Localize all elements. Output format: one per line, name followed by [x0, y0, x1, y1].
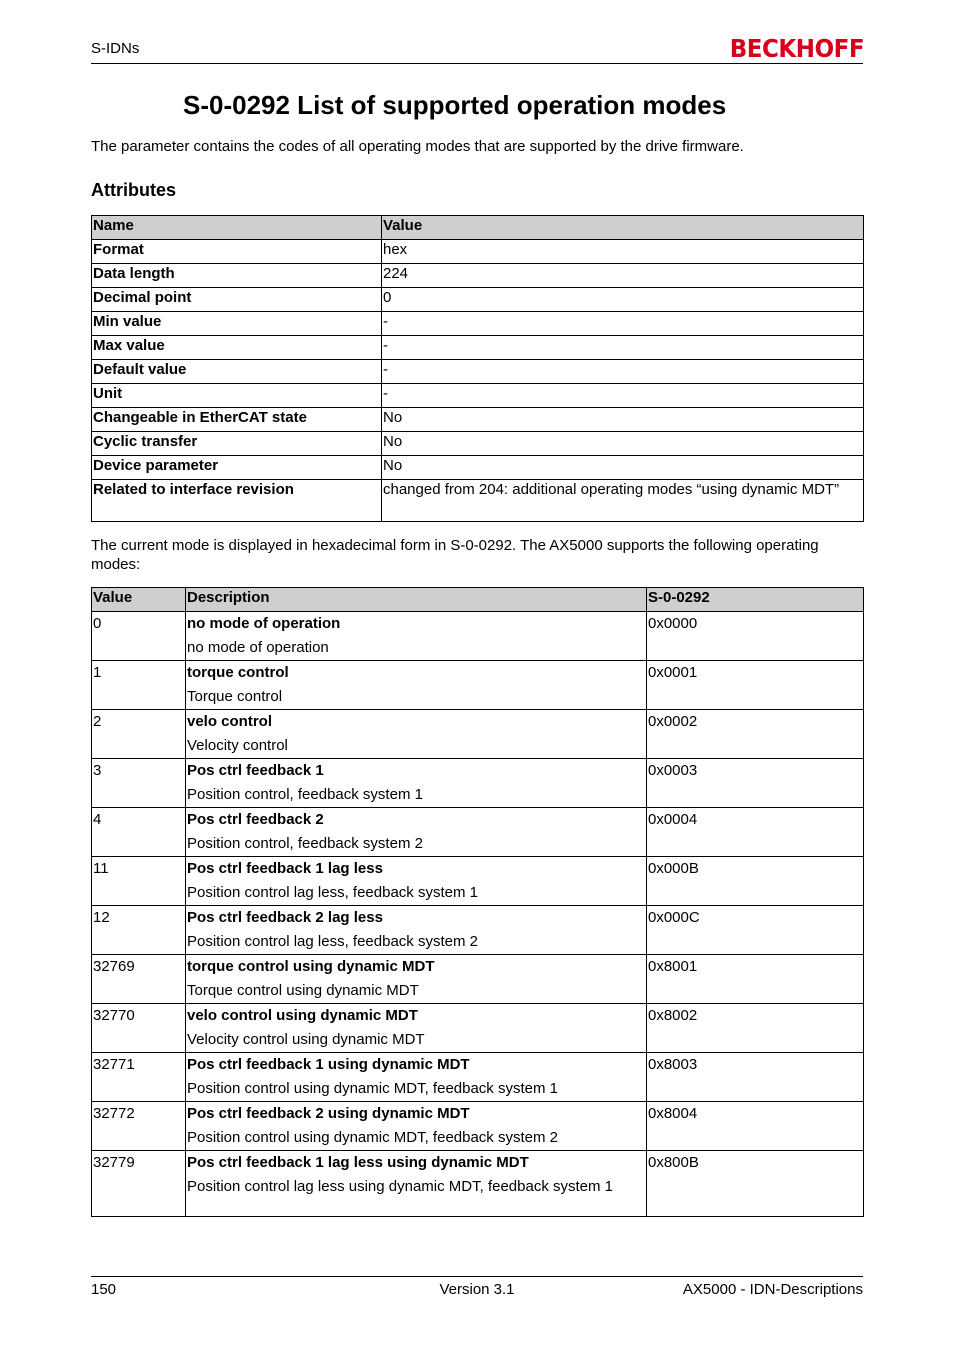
- attribute-row: [92, 432, 864, 456]
- mode-title: torque control using dynamic MDT: [187, 958, 435, 975]
- mode-value: 32769: [92, 955, 186, 1004]
- mode-code: 0x8001: [647, 955, 864, 1004]
- attributes-heading: Attributes: [91, 180, 176, 200]
- mode-title: velo control: [187, 713, 273, 730]
- attribute-name: Data length: [92, 264, 382, 288]
- attribute-name: Related to interface revision: [92, 480, 382, 522]
- mode-detail: Position control lag less, feedback system 2: [187, 933, 478, 950]
- attribute-value: changed from 204: additional operating modes “using dynamic MDT”: [382, 480, 864, 522]
- attribute-row: [92, 384, 864, 408]
- mode-code: 0x0003: [647, 759, 864, 808]
- mode-title: Pos ctrl feedback 2 lag less: [187, 909, 383, 926]
- mode-value: 32770: [92, 1004, 186, 1053]
- mode-description: [186, 1151, 647, 1217]
- mode-code: 0x8004: [647, 1102, 864, 1151]
- mode-row: [92, 661, 864, 710]
- mode-description: [186, 808, 647, 857]
- mode-detail: Velocity control: [187, 737, 288, 754]
- mode-title: torque control: [187, 664, 289, 681]
- mode-row: [92, 1151, 864, 1217]
- mode-detail: Position control lag less, feedback system 1: [187, 884, 478, 901]
- mode-description: [186, 759, 647, 808]
- mode-value: 4: [92, 808, 186, 857]
- attribute-name: Device parameter: [92, 456, 382, 480]
- footer-document-title: AX5000 - IDN-Descriptions: [682, 1281, 863, 1298]
- mode-title: Pos ctrl feedback 1: [187, 762, 324, 779]
- mode-description: [186, 612, 647, 661]
- mode-row: [92, 710, 864, 759]
- attribute-row: [92, 408, 864, 432]
- mode-description: [186, 710, 647, 759]
- mode-row: [92, 1053, 864, 1102]
- attribute-value: hex: [382, 240, 864, 264]
- beckhoff-logo: BECKHOFF: [729, 34, 864, 63]
- mode-value: 1: [92, 661, 186, 710]
- attribute-name: Unit: [92, 384, 382, 408]
- header-section-label: S-IDNs: [91, 40, 140, 57]
- mode-detail: Torque control using dynamic MDT: [187, 982, 419, 999]
- attribute-name: Default value: [92, 360, 382, 384]
- attribute-name: Min value: [92, 312, 382, 336]
- mode-value: 32779: [92, 1151, 186, 1217]
- attribute-row: [92, 264, 864, 288]
- footer-page-number: 150: [91, 1281, 117, 1298]
- attribute-name: Format: [92, 240, 382, 264]
- header-divider: [91, 63, 863, 64]
- column-header-value: Value: [92, 588, 186, 612]
- attribute-value: No: [382, 432, 864, 456]
- modes-intro-paragraph: The current mode is displayed in hexadecimal form in S-0-0292. The AX5000 supports the following operating modes:: [91, 537, 819, 573]
- attribute-value: -: [382, 336, 864, 360]
- footer-version: Version 3.1: [439, 1281, 515, 1298]
- column-header-description: Description: [186, 588, 647, 612]
- attribute-value: No: [382, 408, 864, 432]
- attribute-row: [92, 480, 864, 522]
- mode-row: [92, 1004, 864, 1053]
- mode-code: 0x0002: [647, 710, 864, 759]
- mode-detail: Position control, feedback system 2: [187, 835, 423, 852]
- mode-code: 0x0001: [647, 661, 864, 710]
- mode-title: Pos ctrl feedback 2: [187, 811, 324, 828]
- attribute-name: Changeable in EtherCAT state: [92, 408, 382, 432]
- attribute-row: [92, 456, 864, 480]
- attribute-value: No: [382, 456, 864, 480]
- mode-value: 3: [92, 759, 186, 808]
- mode-code: 0x000B: [647, 857, 864, 906]
- mode-detail: Position control lag less using dynamic MDT, feedback system 1: [187, 1178, 614, 1195]
- mode-code: 0x8003: [647, 1053, 864, 1102]
- mode-title: Pos ctrl feedback 1 lag less: [187, 860, 383, 877]
- mode-detail: Position control, feedback system 1: [187, 786, 423, 803]
- intro-paragraph: The parameter contains the codes of all operating modes that are supported by the drive firmware.: [91, 138, 744, 155]
- attribute-row: [92, 288, 864, 312]
- mode-row: [92, 1102, 864, 1151]
- footer-divider: [91, 1276, 863, 1277]
- column-header-value: Value: [382, 216, 864, 240]
- mode-detail: Position control using dynamic MDT, feedback system 1: [187, 1080, 558, 1097]
- mode-title: Pos ctrl feedback 1 using dynamic MDT: [187, 1056, 470, 1073]
- mode-description: [186, 661, 647, 710]
- attribute-name: Cyclic transfer: [92, 432, 382, 456]
- mode-code: 0x000C: [647, 906, 864, 955]
- mode-description: [186, 1053, 647, 1102]
- attributes-header-row: [92, 216, 864, 240]
- mode-title: no mode of operation: [187, 615, 341, 632]
- mode-value: 2: [92, 710, 186, 759]
- mode-code: 0x8002: [647, 1004, 864, 1053]
- mode-value: 32771: [92, 1053, 186, 1102]
- attribute-row: [92, 360, 864, 384]
- attribute-value: -: [382, 360, 864, 384]
- attribute-row: [92, 240, 864, 264]
- mode-description: [186, 857, 647, 906]
- mode-row: [92, 612, 864, 661]
- attribute-row: [92, 336, 864, 360]
- attributes-table: [91, 215, 864, 522]
- attribute-name: Decimal point: [92, 288, 382, 312]
- mode-description: [186, 906, 647, 955]
- mode-row: [92, 759, 864, 808]
- attribute-value: 224: [382, 264, 864, 288]
- mode-row: [92, 808, 864, 857]
- mode-value: 11: [92, 857, 186, 906]
- attribute-name: Max value: [92, 336, 382, 360]
- mode-title: velo control using dynamic MDT: [187, 1007, 418, 1024]
- mode-row: [92, 955, 864, 1004]
- mode-detail: Velocity control using dynamic MDT: [187, 1031, 425, 1048]
- mode-title: Pos ctrl feedback 1 lag less using dynamic MDT: [187, 1154, 529, 1171]
- mode-detail: Torque control: [187, 688, 283, 705]
- page-title: S-0-0292 List of supported operation modes: [183, 90, 727, 120]
- column-header-name: Name: [92, 216, 382, 240]
- mode-value: 32772: [92, 1102, 186, 1151]
- mode-title: Pos ctrl feedback 2 using dynamic MDT: [187, 1105, 470, 1122]
- mode-code: 0x800B: [647, 1151, 864, 1217]
- mode-row: [92, 906, 864, 955]
- mode-description: [186, 955, 647, 1004]
- attribute-value: 0: [382, 288, 864, 312]
- operation-modes-table: [91, 587, 864, 1217]
- modes-header-row: [92, 588, 864, 612]
- attribute-value: -: [382, 384, 864, 408]
- mode-row: [92, 857, 864, 906]
- mode-detail: Position control using dynamic MDT, feedback system 2: [187, 1129, 558, 1146]
- mode-description: [186, 1004, 647, 1053]
- column-header-code: S-0-0292: [647, 588, 864, 612]
- mode-detail: no mode of operation: [187, 639, 329, 656]
- mode-code: 0x0000: [647, 612, 864, 661]
- mode-value: 12: [92, 906, 186, 955]
- attribute-value: -: [382, 312, 864, 336]
- mode-value: 0: [92, 612, 186, 661]
- mode-code: 0x0004: [647, 808, 864, 857]
- attribute-row: [92, 312, 864, 336]
- mode-description: [186, 1102, 647, 1151]
